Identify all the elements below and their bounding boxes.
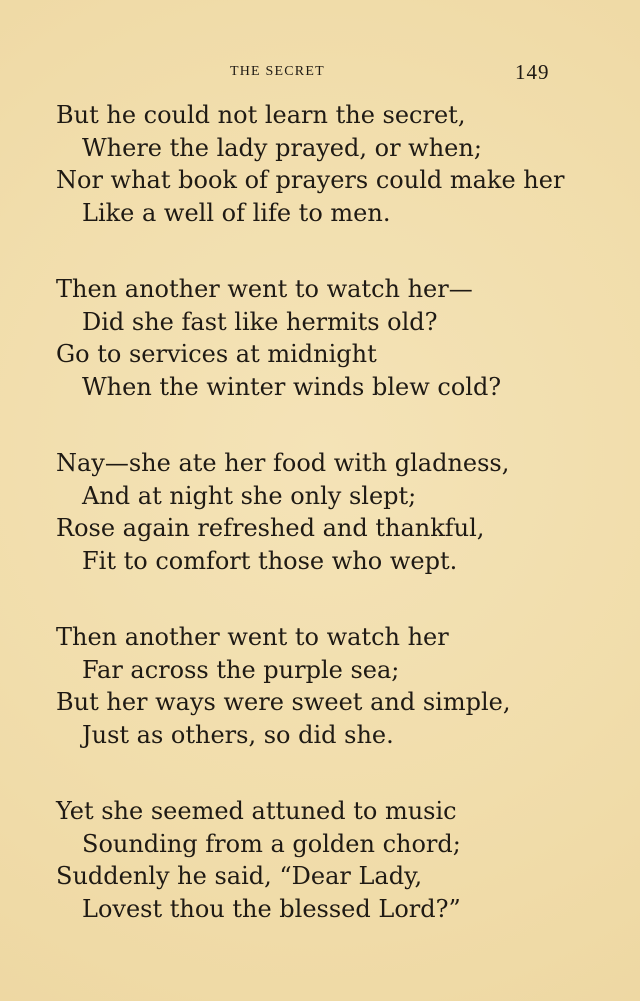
poem-line: Just as others, so did she. (82, 720, 394, 749)
poem-body (56, 99, 616, 969)
poem-line: But he could not learn the secret, (56, 101, 466, 129)
poem-line: Far across the purple sea; (82, 655, 400, 684)
poem-line: But her ways were sweet and simple, (56, 688, 511, 716)
stanza-2 (56, 273, 616, 447)
poem-line: Then another went to watch her (56, 623, 449, 651)
poem-line: Did she fast like hermits old? (82, 307, 438, 336)
poem-line: Like a well of life to men. (82, 198, 391, 227)
poem-line: Go to services at midnight (56, 340, 377, 368)
poem-line: And at night she only slept; (82, 481, 417, 510)
page-number: 149 (515, 60, 550, 84)
poem-line: Sounding from a golden chord; (82, 829, 461, 858)
running-head: THE SECRET (230, 64, 325, 79)
stanza-3 (56, 447, 616, 621)
poem-line: Yet she seemed attuned to music (56, 797, 457, 825)
stanza-4 (56, 621, 616, 795)
poem-line: Nay—she ate her food with gladness, (56, 449, 510, 477)
page-header (0, 60, 640, 88)
poem-line: Where the lady prayed, or when; (82, 133, 482, 162)
poem-line: Fit to comfort those who wept. (82, 546, 458, 575)
poem-line: Rose again refreshed and thankful, (56, 514, 485, 542)
poem-line: Lovest thou the blessed Lord?” (82, 894, 461, 923)
stanza-1 (56, 99, 616, 273)
poem-line: Nor what book of prayers could make her (56, 166, 565, 194)
poem-line: Suddenly he said, “Dear Lady, (56, 862, 423, 890)
poem-line: Then another went to watch her— (56, 275, 473, 303)
stanza-5 (56, 795, 616, 969)
poem-line: When the winter winds blew cold? (82, 372, 502, 401)
